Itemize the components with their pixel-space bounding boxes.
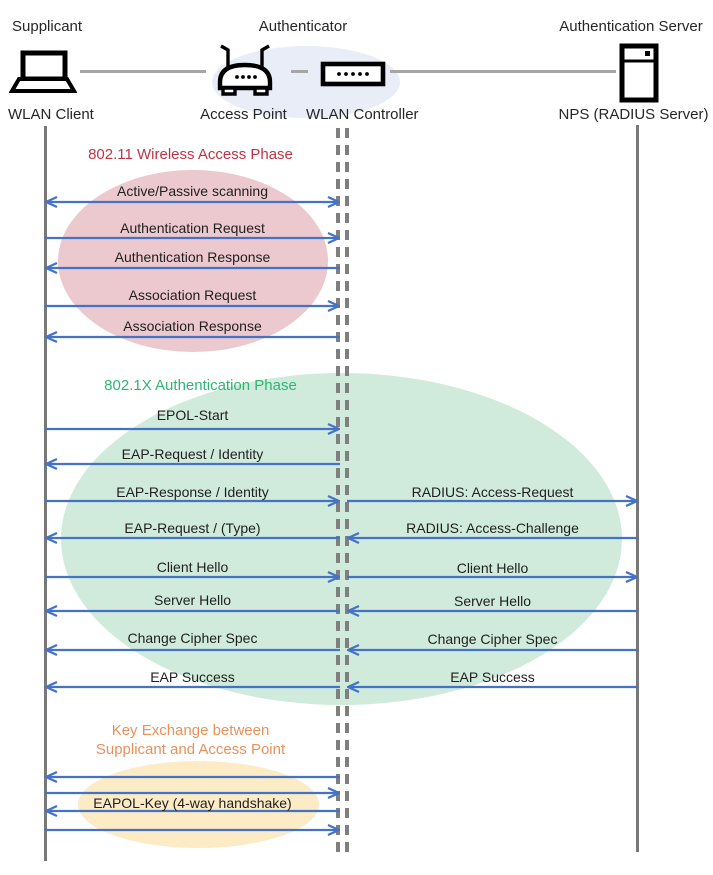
message-label: Server Hello <box>153 592 232 608</box>
phase2-title: 802.1X Authentication Phase <box>104 377 297 394</box>
message-label: EAPOL-Key (4-way handshake) <box>93 795 292 811</box>
connector-controller-server <box>390 70 616 73</box>
message-label: RADIUS: Access-Request <box>411 484 574 500</box>
message-label: Association Response <box>123 318 262 334</box>
message-label: EAP-Request / Identity <box>121 446 264 462</box>
role-label-authentication-server: Authentication Server <box>559 18 703 35</box>
laptop-icon <box>9 50 77 101</box>
role-label-authenticator: Authenticator <box>258 18 348 35</box>
message-label: EPOL-Start <box>156 407 229 423</box>
message-label: Authentication Request <box>120 220 265 236</box>
message-label: Change Cipher Spec <box>127 630 258 646</box>
connector-ap-controller <box>291 70 308 73</box>
role-label-supplicant: Supplicant <box>12 18 83 35</box>
actor-label-access-point: Access Point <box>200 106 287 123</box>
connector-client-ap <box>80 70 206 73</box>
actor-label-nps-radius-server: NPS (RADIUS Server) <box>558 106 709 123</box>
message-label: Active/Passive scanning <box>117 183 268 199</box>
actor-label-wlan-client: WLAN Client <box>8 106 94 123</box>
message-label: EAP-Request / (Type) <box>124 520 261 536</box>
message-label: Client Hello <box>456 560 529 576</box>
message-arrow <box>45 823 340 837</box>
message-arrow <box>45 422 340 436</box>
message-label: Client Hello <box>156 559 229 575</box>
message-label: EAP-Response / Identity <box>116 484 269 500</box>
message-label: Change Cipher Spec <box>427 631 558 647</box>
message-label: Association Request <box>128 287 257 303</box>
phase3-title-line2: Supplicant and Access Point <box>95 741 286 758</box>
phase1-title: 802.11 Wireless Access Phase <box>88 146 293 163</box>
wlan-controller-icon <box>320 61 386 92</box>
message-label: EAP Success <box>150 669 235 685</box>
message-arrow <box>45 770 340 784</box>
message-label: EAP Success <box>450 669 535 685</box>
server-icon <box>619 43 659 108</box>
message-label: Server Hello <box>453 593 532 609</box>
message-label: RADIUS: Access-Challenge <box>406 520 579 536</box>
access-point-icon <box>213 44 277 105</box>
actor-label-wlan-controller: WLAN Controller <box>306 106 419 123</box>
message-label: Authentication Response <box>114 249 271 265</box>
phase3-title-line1: Key Exchange between <box>111 722 270 739</box>
